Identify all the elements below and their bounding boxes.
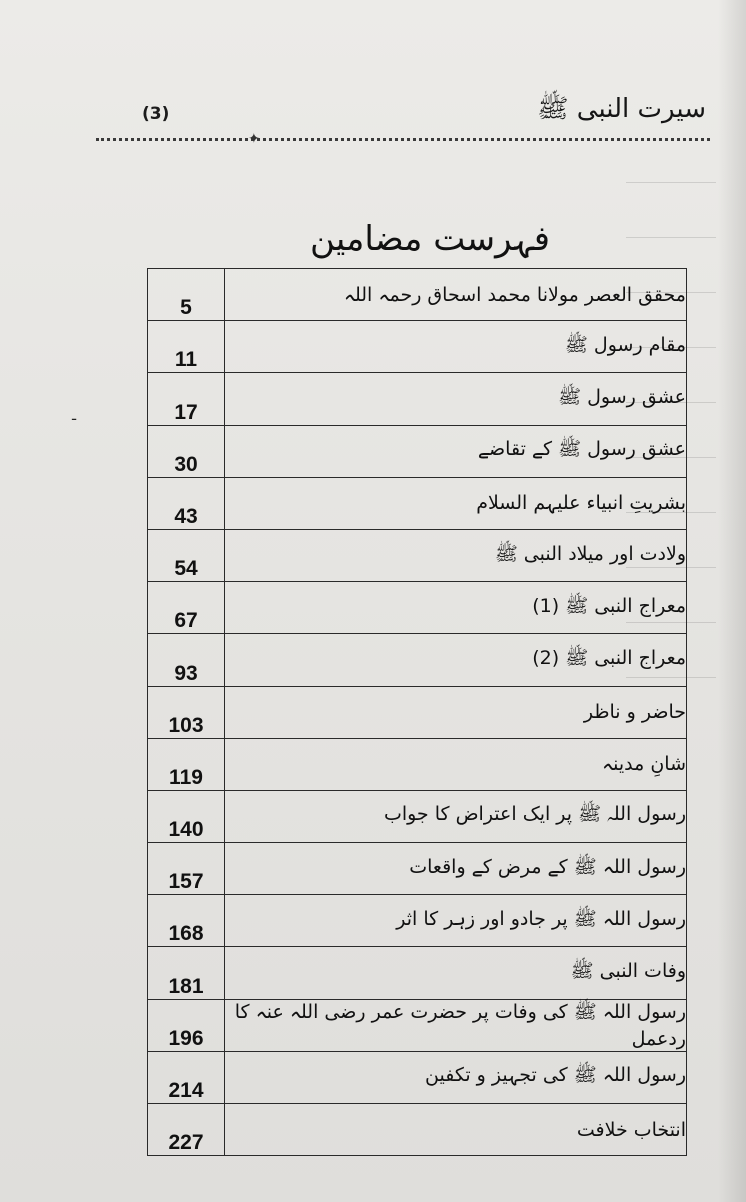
toc-row [148,895,687,947]
toc-row [148,686,687,738]
toc-page-number: 54 [148,529,225,581]
toc-entry-title: ولادت اور میلاد النبی ﷺ [225,529,687,581]
toc-entry-title: عشق رسول ﷺ کے تقاضے [225,425,687,477]
toc-entry-title: رسول اللہ ﷺ پر جادو اور زہر کا اثر [225,895,687,947]
toc-entry-title: رسول اللہ ﷺ کی تجہیز و تکفین [225,1051,687,1103]
toc-page-number: 181 [148,947,225,999]
toc-row [148,425,687,477]
toc-entry-title: محقق العصر مولانا محمد اسحاق رحمہ اللہ [225,269,687,321]
page-number: (3) [142,104,170,124]
pen-mark: ـ [72,408,77,424]
page-header [96,92,706,142]
toc-row [148,373,687,425]
toc-row [148,582,687,634]
toc-entry-title: وفات النبی ﷺ [225,947,687,999]
toc-entry-title: معراج النبی ﷺ (2) [225,634,687,686]
toc-page-number: 196 [148,999,225,1051]
toc-row [148,843,687,895]
toc-page-number: 93 [148,634,225,686]
toc-page-number: 103 [148,686,225,738]
rule-ornament: ✦ [248,131,260,147]
toc-page-number: 140 [148,790,225,842]
toc-entry-title: رسول اللہ ﷺ پر ایک اعتراض کا جواب [225,790,687,842]
toc-page-number: 157 [148,843,225,895]
toc-entry-title: حاضر و ناظر [225,686,687,738]
header-dotted-rule [96,138,710,141]
toc-page-number: 11 [148,321,225,373]
toc-entry-title: عشق رسول ﷺ [225,373,687,425]
toc-page-number: 17 [148,373,225,425]
toc-row [148,790,687,842]
toc-entry-title: بشریتِ انبیاء علیہم السلام [225,477,687,529]
toc-row [148,1104,687,1156]
toc-row [148,321,687,373]
toc-entry-title: معراج النبی ﷺ (1) [225,582,687,634]
toc-entry-title: مقام رسول ﷺ [225,321,687,373]
toc-row [148,477,687,529]
toc-row [148,529,687,581]
toc-body [148,269,687,1156]
toc-page-number: 227 [148,1104,225,1156]
toc-page-number: 30 [148,425,225,477]
toc-page-number: 5 [148,269,225,321]
toc-page-number: 214 [148,1051,225,1103]
toc-page-number: 43 [148,477,225,529]
toc-page-number: 67 [148,582,225,634]
running-title: سیرت النبی ﷺ [537,94,706,124]
toc-entry-title: شانِ مدینہ [225,738,687,790]
toc-page-number: 168 [148,895,225,947]
toc-entry-title: انتخاب خلافت [225,1104,687,1156]
toc-row [148,947,687,999]
toc-title: فہرست مضامین [309,219,551,259]
toc-row [148,1051,687,1103]
toc-entry-title: رسول اللہ ﷺ کی وفات پر حضرت عمر رضی اللہ عنہ کا ردعمل [225,999,687,1051]
toc-page-number: 119 [148,738,225,790]
toc-row [148,999,687,1051]
binding-shadow [718,0,746,1202]
toc-row [148,738,687,790]
toc-row [148,634,687,686]
toc-table [147,268,687,1156]
toc-row [148,269,687,321]
toc-entry-title: رسول اللہ ﷺ کے مرض کے واقعات [225,843,687,895]
